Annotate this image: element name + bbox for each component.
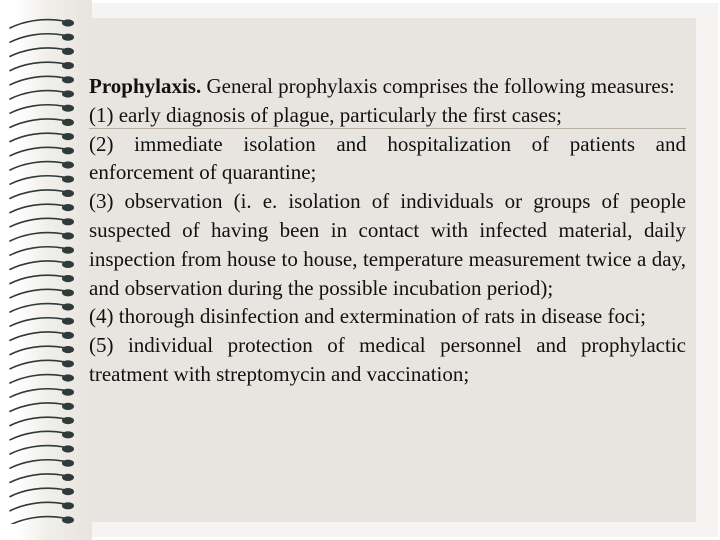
binding-wire xyxy=(10,431,64,439)
binding-wire xyxy=(10,105,64,113)
binding-hole xyxy=(62,147,74,154)
binding-wire xyxy=(10,133,64,141)
binding-hole xyxy=(62,119,74,126)
binding-wire xyxy=(10,360,64,368)
binding-hole xyxy=(62,318,74,325)
binding-hole xyxy=(62,516,74,523)
binding-wire xyxy=(10,20,64,28)
intro-text: General prophylaxis comprises the following measures: xyxy=(206,74,675,98)
binding-hole xyxy=(62,62,74,69)
intro-paragraph xyxy=(89,72,686,101)
list-item: (3) observation (i. e. isolation of individuals or groups of people suspected of having been in contact with infected material, daily inspection from house to house, temperature measurement twice a day, and observation during the possible incubation period); xyxy=(89,189,686,300)
binding-hole xyxy=(62,190,74,197)
binding-wire xyxy=(10,91,64,99)
binding-wire xyxy=(10,204,64,212)
binding-wire xyxy=(10,488,64,496)
binding-hole xyxy=(62,48,74,55)
binding-hole xyxy=(62,431,74,438)
binding-hole xyxy=(62,275,74,282)
binding-wire xyxy=(10,62,64,70)
binding-hole xyxy=(62,303,74,310)
binding-wire xyxy=(10,119,64,127)
binding-hole xyxy=(62,417,74,424)
binding-wire xyxy=(10,48,64,56)
binding-hole xyxy=(62,19,74,26)
list-item: (5) individual protection of medical personnel and prophylactic treatment with streptomycin and vaccination; xyxy=(89,333,686,386)
binding-wire xyxy=(10,502,64,510)
binding-wire xyxy=(10,517,64,524)
binding-wire xyxy=(10,261,64,269)
binding-hole xyxy=(62,460,74,467)
binding-wire xyxy=(10,289,64,297)
binding-wire xyxy=(10,176,64,184)
binding-hole xyxy=(62,289,74,296)
binding-wire xyxy=(10,318,64,326)
binding-hole xyxy=(62,90,74,97)
binding-hole xyxy=(62,247,74,254)
binding-hole xyxy=(62,488,74,495)
binding-wire xyxy=(10,332,64,340)
binding-hole xyxy=(62,34,74,41)
list-item: (1) early diagnosis of plague, particularly the first cases; xyxy=(89,102,562,127)
binding-hole xyxy=(62,474,74,481)
binding-hole xyxy=(62,502,74,509)
binding-wire xyxy=(10,474,64,482)
binding-wire xyxy=(10,346,64,354)
binding-wire xyxy=(10,446,64,454)
lead-heading: Prophylaxis. xyxy=(89,74,202,98)
binding-hole xyxy=(62,176,74,183)
binding-hole xyxy=(62,332,74,339)
binding-wire xyxy=(10,76,64,84)
binding-hole xyxy=(62,105,74,112)
binding-hole xyxy=(62,76,74,83)
binding-hole xyxy=(62,261,74,268)
binding-hole xyxy=(62,445,74,452)
binding-wire xyxy=(10,247,64,255)
binding-hole xyxy=(62,133,74,140)
binding-wire xyxy=(10,417,64,425)
prophylaxis-text xyxy=(89,72,686,389)
binding-wire xyxy=(10,233,64,241)
binding-wire xyxy=(10,162,64,170)
binding-wire xyxy=(10,375,64,383)
binding-wire xyxy=(10,460,64,468)
binding-hole xyxy=(62,232,74,239)
list-item: (4) thorough disinfection and extermination of rats in disease foci; xyxy=(89,304,646,329)
binding-hole xyxy=(62,218,74,225)
binding-wire xyxy=(10,34,64,42)
binding-wire xyxy=(10,190,64,198)
binding-wire xyxy=(10,403,64,411)
binding-hole xyxy=(62,403,74,410)
binding-hole xyxy=(62,374,74,381)
binding-wire xyxy=(10,147,64,155)
binding-wire xyxy=(10,389,64,397)
binding-hole xyxy=(62,346,74,353)
binding-wire xyxy=(10,218,64,226)
spiral-binding-icon xyxy=(8,14,88,524)
binding-wire xyxy=(10,275,64,283)
binding-hole xyxy=(62,360,74,367)
binding-wire xyxy=(10,304,64,312)
binding-hole xyxy=(62,389,74,396)
binding-hole xyxy=(62,161,74,168)
list-item: (2) immediate isolation and hospitalization of patients and enforcement of quarantine; xyxy=(89,131,686,185)
binding-hole xyxy=(62,204,74,211)
